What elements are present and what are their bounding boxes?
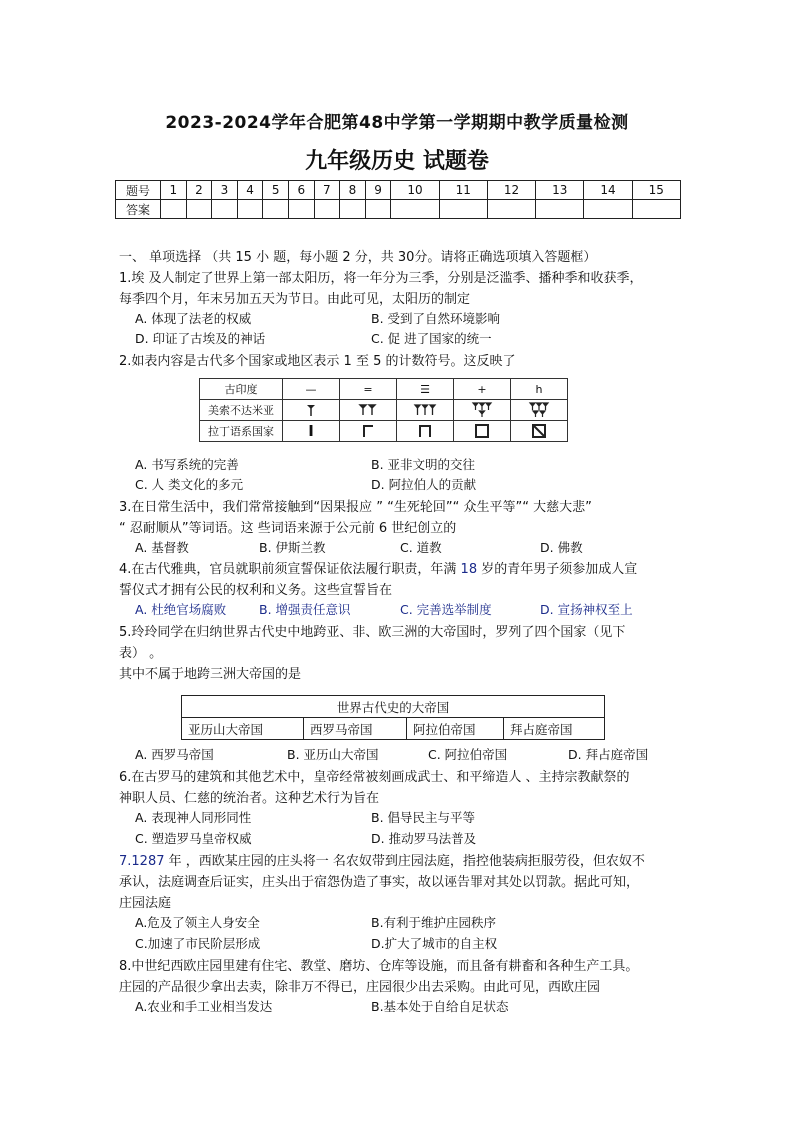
section-heading: 一、 单项选择 （共 15 小 题，每小题 2 分，共 30分。请将正确选项填入答题框） xyxy=(119,250,597,265)
empire-cell: 拜占庭帝国 xyxy=(504,718,605,740)
q8-stem-line1: 8.中世纪西欧庄园里建有住宅、教堂、磨坊、仓库等设施，而且备有耕畜和各种生产工具。 xyxy=(119,959,639,974)
q5-option-b[interactable]: B. 亚历山大帝国 xyxy=(287,747,379,762)
q4-option-c[interactable]: C. 完善选举制度 xyxy=(400,602,492,617)
numeral-row-label: 古印度 xyxy=(200,379,283,400)
cuneiform-1-icon xyxy=(283,400,340,421)
empire-table-title-row xyxy=(182,696,605,718)
q2-option-a[interactable]: A. 书写系统的完善 xyxy=(135,457,239,472)
q4-stem-line2: 誓仪式才拥有公民的权利和义务。这些宣誓旨在 xyxy=(119,583,393,598)
latin-symbol-3-icon xyxy=(397,421,454,442)
latin-symbol-1: I xyxy=(283,421,340,442)
q7-option-d[interactable]: D.扩大了城市的自主权 xyxy=(371,936,498,951)
answer-table-number: 10 xyxy=(391,181,439,200)
q6-option-d[interactable]: D. 推动罗马法普及 xyxy=(371,831,477,846)
answer-cell[interactable] xyxy=(487,200,535,219)
q3-stem-line1: 3.在日常生活中，我们常常接触到“因果报应 ” “生死轮回”“ 众生平等”“ 大慈大悲” xyxy=(119,500,592,515)
answer-cell[interactable] xyxy=(340,200,366,219)
answer-cell[interactable] xyxy=(186,200,212,219)
answer-table-number: 15 xyxy=(632,181,680,200)
answer-cell[interactable] xyxy=(161,200,187,219)
exam-subtitle: 九年级历史 试题卷 xyxy=(305,149,489,174)
answer-table-number: 8 xyxy=(340,181,366,200)
q7-stem-line2: 承认，法庭调查后证实，庄头出于宿怨伪造了事实，故以诬告罪对其处以罚款。据此可知， xyxy=(119,875,640,890)
india-symbol: — xyxy=(283,379,340,400)
q4-stem-part: 岁的青年男子须参加成人宣 xyxy=(477,562,638,577)
empire-cell: 亚历山大帝国 xyxy=(182,718,304,740)
answer-cell[interactable] xyxy=(536,200,584,219)
answer-table-number: 12 xyxy=(487,181,535,200)
answer-table-number: 5 xyxy=(263,181,289,200)
q4-age-number: 18 xyxy=(460,562,478,577)
q7-option-a[interactable]: A.危及了领主人身安全 xyxy=(135,915,260,930)
empire-cell: 阿拉伯帝国 xyxy=(407,718,504,740)
answer-table xyxy=(115,180,681,219)
empire-table-title: 世界古代史的大帝国 xyxy=(182,696,605,718)
answer-table-number: 7 xyxy=(314,181,340,200)
q4-stem-part: 4.在古代雅典，官员就职前须宣誓保证依法履行职责，年满 xyxy=(119,562,461,577)
answer-table-number: 11 xyxy=(439,181,487,200)
q7-year: 7.1287 xyxy=(119,854,165,869)
q7-stem-line1 xyxy=(119,850,645,869)
q7-stem-part: 年 ，西欧某庄园的庄头将一 名农奴带到庄园法庭，指控他装病拒服劳役，但农奴不 xyxy=(164,854,645,869)
q2-stem: 2.如表内容是古代多个国家或地区表示 1 至 5 的计数符号。这反映了 xyxy=(119,354,516,369)
q1-stem-line2: 每季四个月，年末另加五天为节日。由此可见，太阳历的制定 xyxy=(119,292,471,307)
answer-table-number-label: 题号 xyxy=(116,181,161,200)
latin-symbol-5-icon xyxy=(511,421,568,442)
q6-option-a[interactable]: A. 表现神人同形同性 xyxy=(135,810,252,825)
answer-table-number: 3 xyxy=(212,181,238,200)
cuneiform-5-icon xyxy=(511,400,568,421)
cuneiform-4-icon xyxy=(454,400,511,421)
q1-option-c[interactable]: C. 促 进了国家的统一 xyxy=(371,331,492,346)
q5-option-a[interactable]: A. 西罗马帝国 xyxy=(135,747,214,762)
q5-stem-line3: 其中不属于地跨三洲大帝国的是 xyxy=(119,667,302,682)
cuneiform-2-icon xyxy=(340,400,397,421)
q7-stem-line3: 庄园法庭 xyxy=(119,896,172,911)
q3-option-c[interactable]: C. 道教 xyxy=(400,540,442,555)
numeral-row-latin xyxy=(200,421,568,442)
q4-stem-line1 xyxy=(119,558,637,577)
q5-option-c[interactable]: C. 阿拉伯帝国 xyxy=(428,747,508,762)
answer-table-number-row xyxy=(116,181,681,200)
answer-cell[interactable] xyxy=(439,200,487,219)
answer-table-number: 2 xyxy=(186,181,212,200)
q2-option-d[interactable]: D. 阿拉伯人的贡献 xyxy=(371,477,477,492)
answer-cell[interactable] xyxy=(263,200,289,219)
answer-table-answer-label: 答案 xyxy=(116,200,161,219)
q1-stem-line1: 1.埃 及人制定了世界上第一部太阳历，将一年分为三季，分别是泛滥季、播种季和收获季， xyxy=(119,271,643,286)
q1-option-a[interactable]: A. 体现了法老的权威 xyxy=(135,311,252,326)
answer-table-number: 14 xyxy=(584,181,632,200)
q5-stem-line1: 5.玲玲同学在归纳世界古代史中地跨亚、非、欧三洲的大帝国时，罗列了四个国家（见下 xyxy=(119,625,626,640)
answer-table-number: 6 xyxy=(288,181,314,200)
numeral-row-mesopotamia xyxy=(200,400,568,421)
q2-option-b[interactable]: B. 亚非文明的交往 xyxy=(371,457,476,472)
q4-option-d[interactable]: D. 宣扬神权至上 xyxy=(540,602,633,617)
q4-option-b[interactable]: B. 增强责任意识 xyxy=(259,602,351,617)
latin-symbol-4-icon xyxy=(454,421,511,442)
india-symbol: = xyxy=(340,379,397,400)
empire-cell: 西罗马帝国 xyxy=(304,718,407,740)
latin-symbol-2-icon xyxy=(340,421,397,442)
answer-cell[interactable] xyxy=(632,200,680,219)
q8-option-a[interactable]: A.农业和手工业相当发达 xyxy=(135,999,273,1014)
q8-option-b[interactable]: B.基本处于自给自足状态 xyxy=(371,999,509,1014)
q6-option-c[interactable]: C. 塑造罗马皇帝权威 xyxy=(135,831,252,846)
answer-table-number: 1 xyxy=(161,181,187,200)
answer-table-number: 9 xyxy=(365,181,391,200)
india-symbol: + xyxy=(454,379,511,400)
numeral-symbol-table xyxy=(199,378,568,442)
q6-stem-line1: 6.在古罗马的建筑和其他艺术中，皇帝经常被刻画成武士、和平缔造人 、主持宗教献祭的 xyxy=(119,770,630,785)
india-symbol: ☰ xyxy=(397,379,454,400)
answer-table-number: 13 xyxy=(536,181,584,200)
answer-cell[interactable] xyxy=(314,200,340,219)
q7-option-b[interactable]: B.有利于维护庄园秩序 xyxy=(371,915,497,930)
answer-table-number: 4 xyxy=(237,181,263,200)
q8-stem-line2: 庄园的产品很少拿出去卖，除非万不得已，庄园很少出去采购。由此可见，西欧庄园 xyxy=(119,980,601,995)
q6-option-b[interactable]: B. 倡导民主与平等 xyxy=(371,810,476,825)
q7-option-c[interactable]: C.加速了市民阶层形成 xyxy=(135,936,261,951)
answer-cell[interactable] xyxy=(212,200,238,219)
answer-cell[interactable] xyxy=(237,200,263,219)
cuneiform-3-icon xyxy=(397,400,454,421)
q1-option-d[interactable]: D. 印证了古埃及的神话 xyxy=(135,331,266,346)
q3-option-b[interactable]: B. 伊斯兰教 xyxy=(259,540,326,555)
answer-cell[interactable] xyxy=(391,200,439,219)
q3-option-a[interactable]: A. 基督教 xyxy=(135,540,189,555)
empire-table-row xyxy=(182,718,605,740)
q4-option-a[interactable]: A. 杜绝官场腐败 xyxy=(135,602,227,617)
q5-stem-line2: 表） 。 xyxy=(119,646,163,661)
q6-stem-line2: 神职人员、仁慈的统治者。这种艺术行为旨在 xyxy=(119,791,380,806)
answer-cell[interactable] xyxy=(288,200,314,219)
answer-cell[interactable] xyxy=(584,200,632,219)
exam-title: 2023-2024学年合肥第48中学第一学期期中教学质量检测 xyxy=(165,113,629,133)
answer-table-answer-row xyxy=(116,200,681,219)
numeral-row-india xyxy=(200,379,568,400)
answer-cell[interactable] xyxy=(365,200,391,219)
q2-option-c[interactable]: C. 人 类文化的多元 xyxy=(135,477,244,492)
empire-table xyxy=(181,695,605,740)
q5-option-d[interactable]: D. 拜占庭帝国 xyxy=(568,747,649,762)
q3-option-d[interactable]: D. 佛教 xyxy=(540,540,583,555)
india-symbol: h xyxy=(511,379,568,400)
q1-option-b[interactable]: B. 受到了自然环境影响 xyxy=(371,311,501,326)
numeral-row-label: 美索不达米亚 xyxy=(200,400,283,421)
q3-stem-line2: “ 忍耐顺从”等词语。这 些词语来源于公元前 6 世纪创立的 xyxy=(119,521,457,536)
numeral-row-label: 拉丁语系国家 xyxy=(200,421,283,442)
